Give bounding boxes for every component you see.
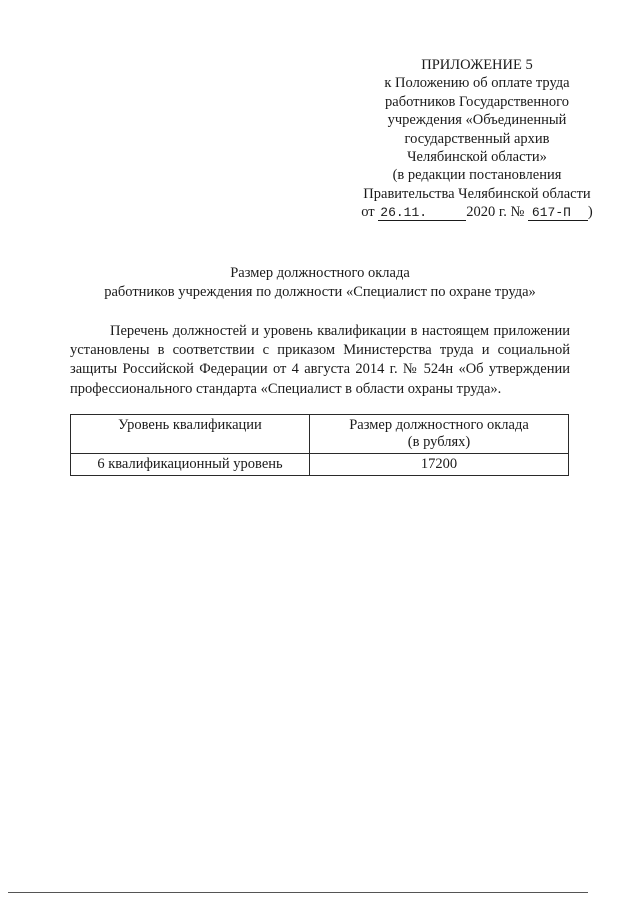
header-line: государственный архив xyxy=(404,130,550,147)
header-line: Правительства Челябинской области xyxy=(363,185,591,202)
title-line-2: работников учреждения по должности «Специалист по охране труда» xyxy=(104,284,536,300)
header-line: к Положению об оплате труда xyxy=(384,75,570,92)
header-cell-level xyxy=(71,415,310,454)
header-salary-label: Размер должностного оклада xyxy=(349,417,529,433)
table-header-row xyxy=(71,415,569,454)
appendix-title: ПРИЛОЖЕНИЕ 5 xyxy=(421,57,533,73)
header-line: Челябинской области» xyxy=(407,149,547,166)
body-paragraph: Перечень должностей и уровень квалификации в настоящем приложении установлены в соответствии с приказом Министерства труда и социальной защиты Российской Федерации от 4 августа 2014 г. № 524н «Об утверждении профессионального стандарта «Специалист в области охраны труда». xyxy=(70,323,570,397)
resolution-date: 26.11. xyxy=(378,206,466,221)
table-row xyxy=(71,454,569,476)
header-cell-salary xyxy=(310,415,569,454)
document-title xyxy=(0,264,640,302)
header-line: (в редакции постановления xyxy=(392,167,562,184)
title-line-1: Размер должностного оклада xyxy=(230,265,410,281)
page-bottom-rule xyxy=(8,892,588,893)
header-line: работников Государственного xyxy=(385,93,569,110)
date-prefix: от xyxy=(361,204,375,221)
resolution-number: 617-П xyxy=(528,206,588,221)
closing-paren: ) xyxy=(587,204,593,221)
header-salary-unit: (в рублях) xyxy=(407,434,471,450)
cell-salary-amount: 17200 xyxy=(310,454,569,476)
salary-table xyxy=(70,414,569,476)
resolution-date-line xyxy=(336,203,618,221)
header-level-label: Уровень квалификации xyxy=(118,417,262,433)
resolution-year: 2020 г. № xyxy=(466,204,525,221)
header-line: учреждения «Объединенный xyxy=(387,112,567,129)
cell-qualification-level: 6 квалификационный уровень xyxy=(71,454,310,476)
appendix-header xyxy=(336,56,618,222)
